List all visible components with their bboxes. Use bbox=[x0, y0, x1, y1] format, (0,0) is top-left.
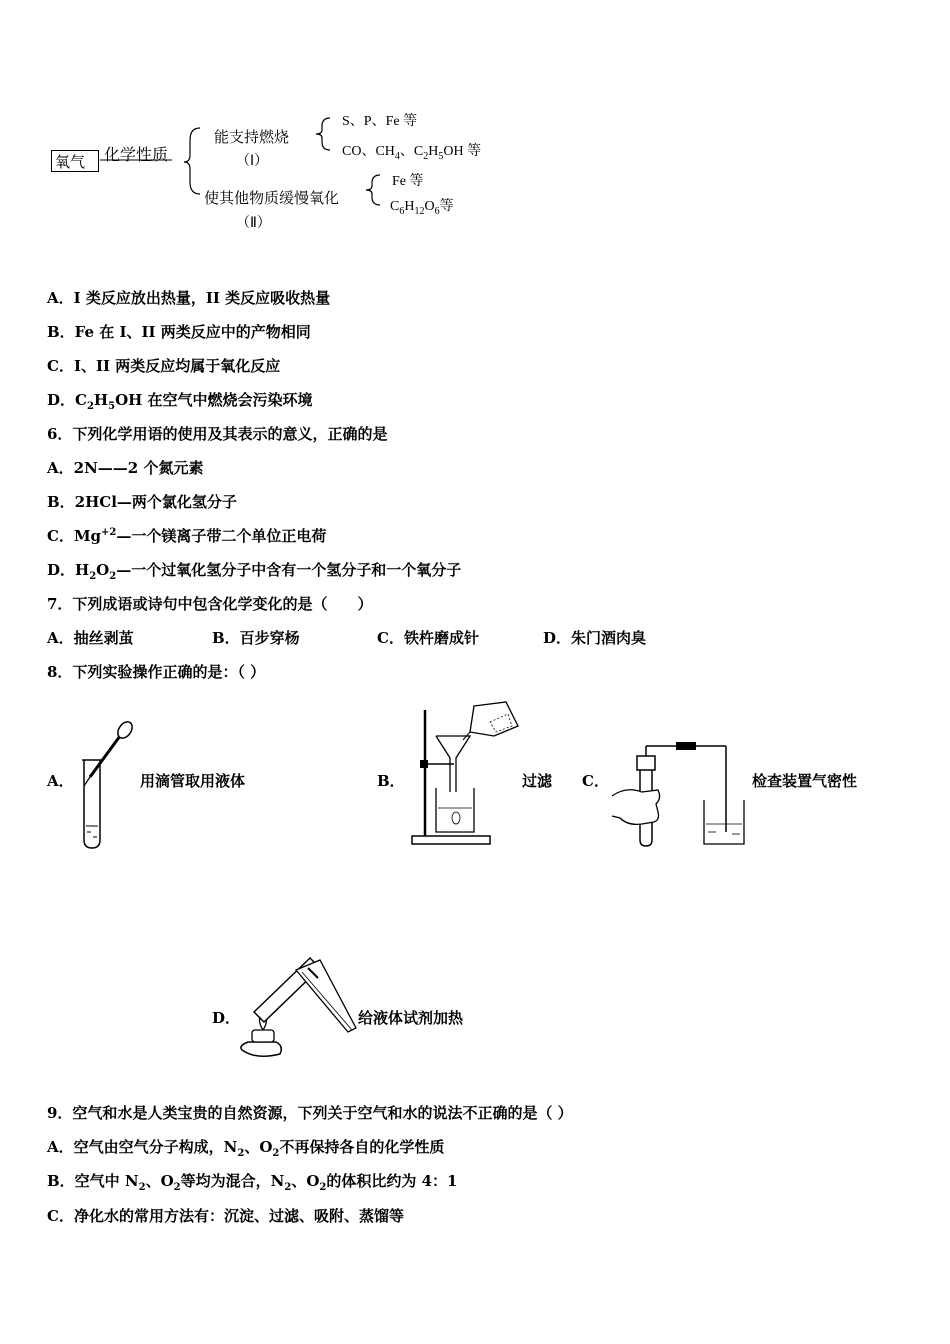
q8-option-c-label: 检查装置气密性 bbox=[752, 772, 858, 790]
q6-stem: 6．下列化学用语的使用及其表示的意义，正确的是 bbox=[47, 425, 388, 443]
q9-option-a: A．空气由空气分子构成，$N_2$、$O_2$不再保持各自的化学性质 bbox=[47, 1138, 445, 1159]
q6-option-b: B．2HCl—两个氯化氢分子 bbox=[47, 493, 237, 511]
q6-option-d: D．$H_2O_2—$一个过氧化氢分子中含有一个氢分子和一个氧分子 bbox=[47, 561, 462, 582]
q8-option-a-label: 用滴管取用液体 bbox=[140, 772, 246, 790]
q7-option-a: A．抽丝剥茧 bbox=[47, 629, 134, 647]
example-1b: CO、$CH_4$、$C_2H_5OH$ 等 bbox=[342, 144, 482, 162]
example-2b: $C_6H_{12}O_6$等 bbox=[390, 199, 454, 217]
airtightness-check-illustration bbox=[608, 738, 753, 850]
q9-stem: 9．空气和水是人类宝贵的自然资源，下列关于空气和水的说法不正确的是（ ） bbox=[47, 1104, 573, 1122]
q9-option-c: C．净化水的常用方法有：沉淀、过滤、吸附、蒸馏等 bbox=[47, 1207, 404, 1225]
q5-option-a: A．I 类反应放出热量，II 类反应吸收热量 bbox=[47, 289, 331, 307]
example-1a: S、P、Fe 等 bbox=[342, 114, 418, 129]
q8-option-c-letter: C． bbox=[582, 772, 609, 790]
dropper-test-tube-illustration bbox=[78, 722, 138, 852]
q8-option-b-letter: B． bbox=[377, 772, 405, 790]
branch1-label: 能支持燃烧 bbox=[214, 128, 290, 146]
q8-option-d-letter: D． bbox=[212, 1009, 241, 1027]
branch2-label: 使其他物质缓慢氧化 bbox=[204, 189, 340, 207]
branch1-tag: （Ⅰ） bbox=[236, 153, 269, 169]
q8-option-a-letter: A． bbox=[47, 772, 74, 790]
diagram-lines bbox=[0, 0, 950, 260]
q7-stem: 7．下列成语或诗句中包含化学变化的是（ ） bbox=[47, 595, 373, 613]
q5-option-d: D．$C_2H_5OH$ 在空气中燃烧会污染环境 bbox=[47, 391, 313, 412]
q7-option-d: D．朱门酒肉臭 bbox=[543, 629, 647, 647]
example-2a: Fe 等 bbox=[392, 174, 424, 189]
q5-option-b: B．Fe 在 I、II 两类反应中的产物相同 bbox=[47, 323, 311, 341]
chem-property-label: 化学性质 bbox=[104, 145, 169, 164]
q5-option-c: C．I、II 两类反应均属于氧化反应 bbox=[47, 357, 281, 375]
q6-option-a: A．2N——2 个氮元素 bbox=[47, 459, 204, 477]
q8-stem: 8．下列实验操作正确的是：（ ） bbox=[47, 663, 266, 681]
oxygen-box-label: 氧气 bbox=[55, 153, 86, 171]
heating-liquid-illustration bbox=[236, 950, 361, 1062]
q7-option-b: B．百步穿杨 bbox=[212, 629, 300, 647]
q6-option-c: C．$Mg^{+2}—$一个镁离子带二个单位正电荷 bbox=[47, 527, 327, 545]
q9-option-b: B．空气中 $N_2$、$O_2$等均为混合，$N_2$、$O_2$的体积比约为 4：1 bbox=[47, 1172, 458, 1193]
q8-option-d-label: 给液体试剂加热 bbox=[358, 1009, 464, 1027]
branch2-tag: （Ⅱ） bbox=[236, 215, 271, 231]
q8-option-b-label: 过滤 bbox=[522, 772, 553, 790]
filtration-illustration bbox=[408, 700, 528, 848]
q7-option-c: C．铁杵磨成针 bbox=[377, 629, 479, 647]
